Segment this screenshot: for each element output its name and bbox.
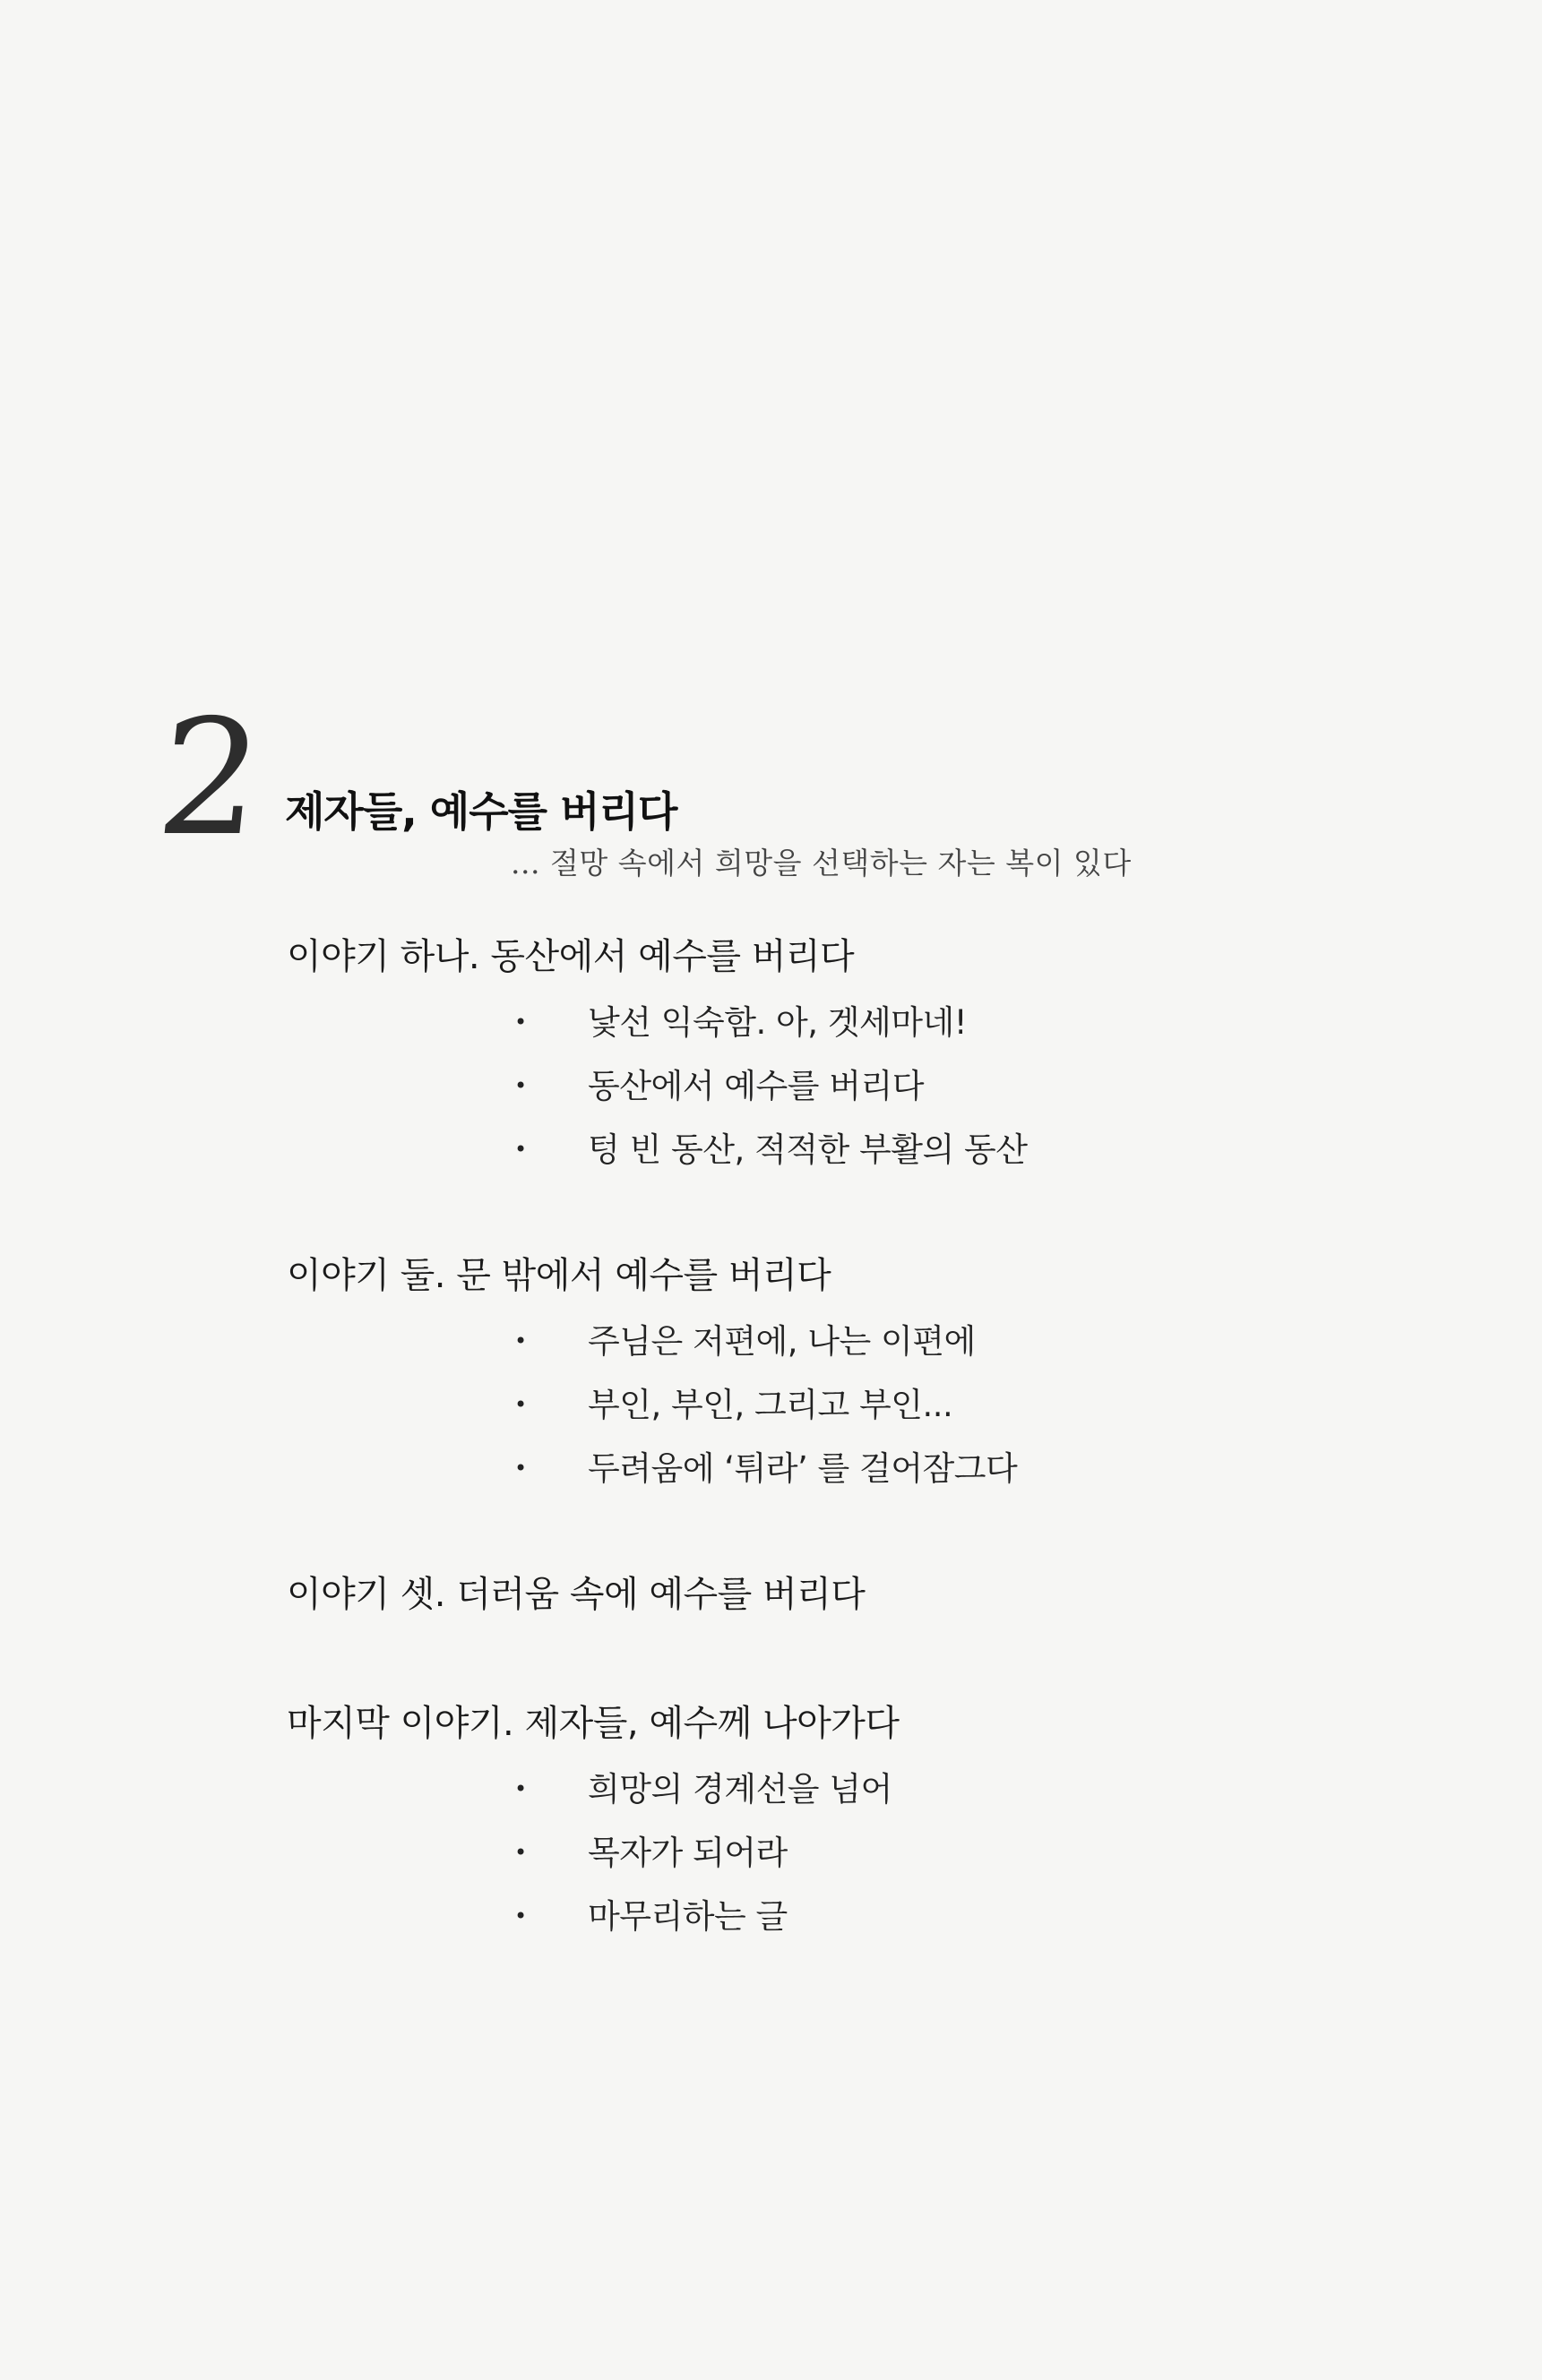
section-last-story [287, 1698, 1362, 1948]
bullet-icon: • [514, 1073, 527, 1098]
list-item [287, 1118, 1362, 1181]
list-item-label: 부인, 부인, 그리고 부인... [588, 1386, 953, 1424]
section-heading: 이야기 둘. 문 밖에서 예수를 버리다 [287, 1255, 831, 1296]
list-item-label: 목자가 되어라 [588, 1834, 788, 1872]
list-item-label: 마무리하는 글 [588, 1897, 788, 1936]
list-item-label: 낯선 익숙함. 아, 겟세마네! [588, 1003, 968, 1042]
section-story-three [287, 1569, 1362, 1620]
bullet-icon: • [514, 1840, 527, 1865]
bullet-icon: • [514, 1392, 527, 1417]
list-item [287, 1437, 1362, 1500]
list-item-label: 동산에서 예수를 버리다 [588, 1067, 924, 1105]
bullet-icon: • [514, 1328, 527, 1353]
section-heading: 마지막 이야기. 제자들, 예수께 나아가다 [287, 1703, 900, 1744]
section-heading: 이야기 셋. 더러움 속에 예수를 버리다 [287, 1574, 866, 1615]
list-item [287, 1757, 1362, 1821]
section-story-two [287, 1250, 1362, 1500]
list-item-label: 주님은 저편에, 나는 이편에 [588, 1322, 976, 1361]
section-item-list [287, 991, 1362, 1181]
chapter-title: 제자들, 예수를 버리다 [285, 787, 677, 836]
chapter-number: 2 [150, 685, 271, 871]
section-story-one [287, 932, 1362, 1181]
bullet-icon: • [514, 1456, 527, 1481]
list-item-label: 희망의 경계선을 넘어 [588, 1770, 892, 1809]
section-item-list [287, 1757, 1362, 1948]
bullet-icon: • [514, 1137, 527, 1162]
list-item-label: 두려움에 ‘튀라’ 를 걸어잠그다 [588, 1449, 1018, 1488]
list-item [287, 1373, 1362, 1437]
chapter-subtitle: ... 절망 속에서 희망을 선택하는 자는 복이 있다 [511, 846, 1132, 881]
bullet-icon: • [514, 1903, 527, 1929]
list-item [287, 991, 1362, 1054]
bullet-icon: • [514, 1776, 527, 1801]
list-item [287, 1821, 1362, 1885]
list-item [287, 1885, 1362, 1948]
bullet-icon: • [514, 1010, 527, 1035]
list-item [287, 1310, 1362, 1373]
section-item-list [287, 1310, 1362, 1500]
section-heading: 이야기 하나. 동산에서 예수를 버리다 [287, 936, 855, 977]
list-item [287, 1054, 1362, 1118]
list-item-label: 텅 빈 동산, 적적한 부활의 동산 [588, 1130, 1028, 1169]
